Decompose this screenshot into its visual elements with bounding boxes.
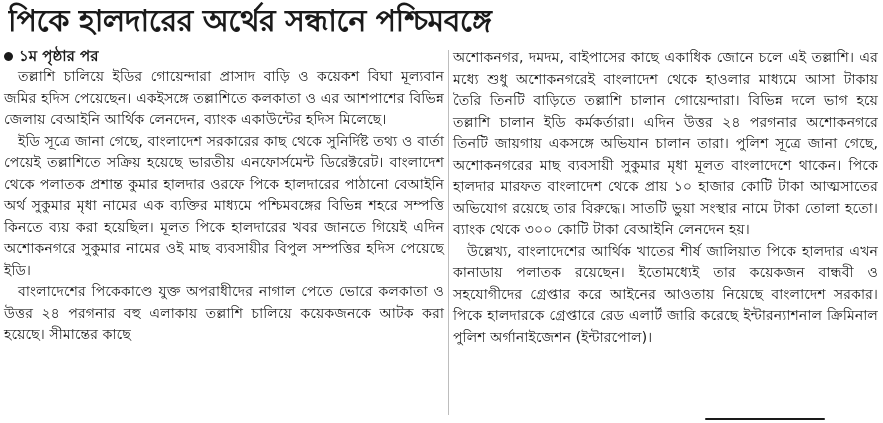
- article-paragraph: বাংলাদেশের পিকেকাণ্ডে যুক্ত অপরাধীদের নাগাল পেতে ভোরে কলকাতা ও উত্তর ২৪ পরগনার বহু এলাকায় তল্লাশি চালিয়ে কয়েকজনকে আটক করা হয়েছে। সীমান্তের কাছে: [4, 284, 444, 343]
- bullet-icon: [4, 52, 13, 61]
- article-paragraph: উল্লেখ্য, বাংলাদেশের আর্থিক খাতের শীর্ষ জালিয়াত পিকে হালদার এখন কানাডায় পলাতক রয়েছেন। ইতোমধ্যেই তার কয়েকজন বান্ধবী ও সহযোগীদের গ্রেপ্তার করে আইনের আওতায় নিয়েছে বাংলাদেশ সরকার। পিকে হালদারকে গ্রেপ্তারে রেড এলার্ট জারি করেছে ইন্টারন্যাশনাল ক্রিমিনাল পুলিশ অর্গানাইজেশন (ইন্টারপোল)।: [453, 243, 878, 346]
- article-headline: পিকে হালদারের অর্থের সন্ধানে পশ্চিমবঙ্গে: [8, 4, 492, 39]
- article-paragraph: অশোকনগর, দমদম, বাইপাসের কাছে একাধিক জোনে চলে এই তল্লাশি। এর মধ্যে শুধু অশোকনগরেই বাংলাদেশ থেকে হাওলার মাধ্যমে আসা টাকায় তৈরি তিনটি বাড়িতে তল্লাশি চালান গোয়েন্দারা। বিভিন্ন দলে ভাগ হয়ে তল্লাশি চালান ইডি কর্মকর্তারা। এদিন উত্তর ২৪ পরগনার অশোকনগরে তিনটি জায়গায় একসঙ্গে অভিযান চালান তারা। পুলিশ সূত্রে জানা গেছে, অশোকনগরের মাছ ব্যবসায়ী সুকুমার মৃধা মূলত বাংলাদেশে থাকেন। পিকে হালদার মারফত বাংলাদেশ থেকে প্রায় ১০ হাজার কোটি টাকা আত্মসাতের অভিযোগ রয়েছে তার বিরুদ্ধে। সাতটি ভুয়া সংস্থার নামে টাকা তোলা হতো। ব্যাংক থেকে ৩০০ কোটি টাকা বেআইনি লেনদেন হয়।: [453, 50, 878, 238]
- article-paragraph: তল্লাশি চালিয়ে ইডির গোয়েন্দারা প্রাসাদ বাড়ি ও কয়েকশ বিঘা মূল্যবান জমির হদিস পেয়েছেন। একইসঙ্গে তল্লাশিতে কলকাতা ও এর আশপাশের বিভিন্ন জেলায় বেআইনি আর্থিক লেনদেন, ব্যাংক একাউন্টের হদিস মিলেছে।: [4, 69, 444, 128]
- continuation-kicker: [4, 46, 444, 67]
- article-column-right: [453, 48, 878, 349]
- article-column-left: [4, 46, 444, 347]
- article-paragraph: ইডি সূত্রে জানা গেছে, বাংলাদেশ সরকারের কাছ থেকে সুনির্দিষ্ট তথ্য ও বার্তা পেয়েই তল্লাশিতে সক্রিয় হয়েছে ভারতীয় এনফোর্সমেন্ট ডিরেক্টরেট। বাংলাদেশ থেকে পলাতক প্রশান্ত কুমার হালদার ওরফে পিকে হালদারের পাঠানো বেআইনি অর্থ সুকুমার মৃধা নামের এক ব্যক্তির মাধ্যমে পশ্চিমবঙ্গের বিভিন্ন শহরে সম্পত্তি কিনতে ব্যয় করা হয়েছিল। মূলত পিকে হালদারের খবর জানতে গিয়েই এদিন অশোকনগরে সুকুমার নামের ওই মাছ ব্যবসায়ীর বিপুল সম্পত্তির হদিস পেয়েছে ইডি।: [4, 133, 444, 279]
- column-divider: [448, 50, 449, 415]
- kicker-label: ১ম পৃষ্ঠার পর: [19, 46, 99, 65]
- cropped-next-article-edge: [705, 410, 825, 423]
